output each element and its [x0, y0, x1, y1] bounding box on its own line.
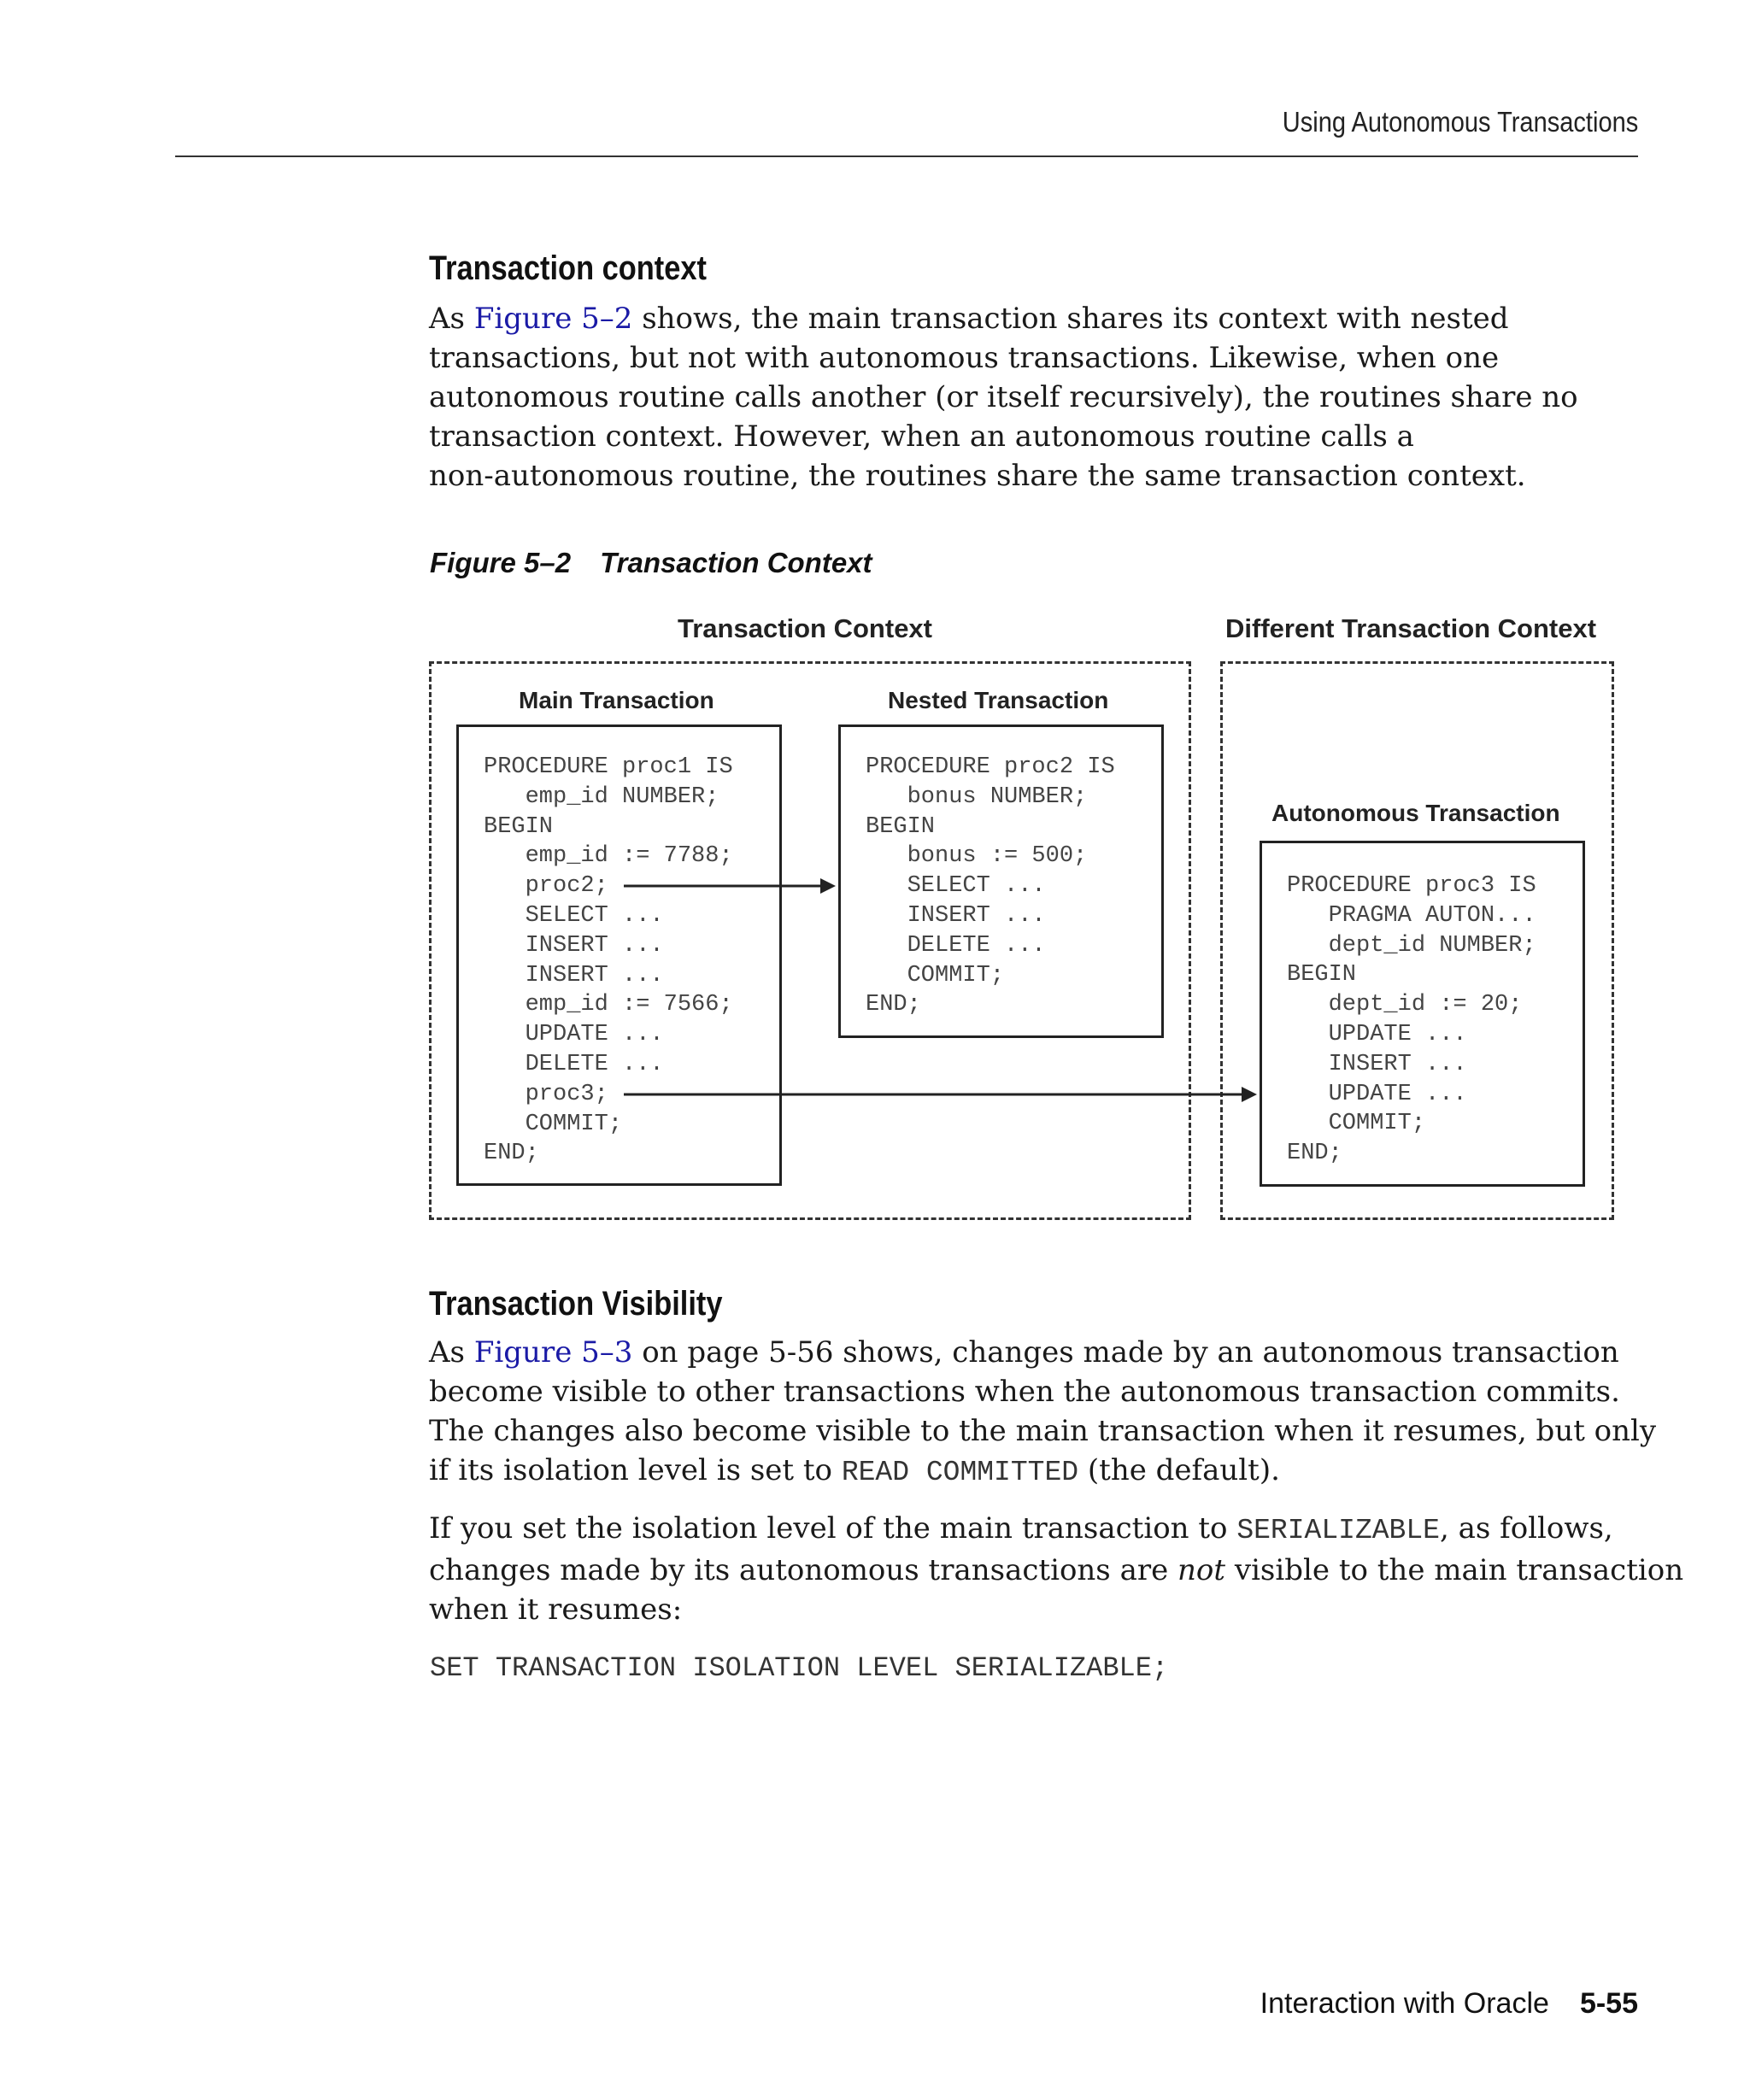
code-line: SELECT ... — [484, 902, 664, 929]
code-line: BEGIN — [484, 813, 554, 840]
page-footer — [1260, 1987, 1638, 2021]
code-line: END; — [1287, 1141, 1342, 1167]
code-line: END; — [866, 992, 921, 1018]
paragraph-line — [429, 1333, 1659, 1372]
code-line: emp_id NUMBER; — [484, 783, 719, 810]
arrow-proc3-to-autonomous — [624, 1087, 1257, 1102]
code-line: DELETE ... — [484, 1051, 664, 1077]
code-line: INSERT ... — [1287, 1051, 1467, 1077]
text-run: changes made by its autonomous transactions are — [429, 1553, 1178, 1587]
code-line: COMMIT; — [866, 962, 1005, 988]
code-line: INSERT ... — [484, 932, 664, 959]
paragraph-line: when it resumes: — [429, 1593, 683, 1627]
footer-section: Interaction with Oracle — [1260, 1987, 1549, 2020]
code-line: emp_id := 7566; — [484, 992, 733, 1018]
paragraph-visibility-2 — [429, 1509, 1684, 1629]
code-line: COMMIT; — [1287, 1111, 1426, 1137]
code-line: dept_id NUMBER; — [1287, 932, 1536, 959]
code-line: BEGIN — [866, 813, 936, 840]
code-line: bonus NUMBER; — [866, 783, 1088, 810]
code-line: PROCEDURE proc2 IS — [866, 754, 1115, 780]
arrow-proc2-to-nested — [624, 878, 836, 894]
paragraph-line: autonomous routine calls another (or itself recursively), the routines share no — [429, 380, 1578, 414]
code-line: PRAGMA AUTON... — [1287, 902, 1536, 929]
page-number: 5-55 — [1579, 1987, 1638, 2020]
code-line: END; — [484, 1141, 539, 1167]
text-run: visible to the main transaction — [1225, 1553, 1684, 1587]
running-header: Using Autonomous Transactions — [1282, 106, 1638, 138]
code-line: PROCEDURE proc3 IS — [1287, 873, 1536, 899]
code-line: DELETE ... — [866, 932, 1046, 959]
inline-code-read-committed: READ COMMITTED — [841, 1457, 1079, 1488]
section-heading-transaction-context: Transaction context — [429, 249, 707, 287]
figure-5-3-link[interactable]: Figure 5–3 — [473, 1335, 633, 1370]
figure-5-2-link[interactable]: Figure 5–2 — [473, 302, 633, 336]
code-line: proc3; — [484, 1081, 608, 1107]
paragraph-line: transaction context. However, when an autonomous routine calls a — [429, 419, 1414, 454]
text-run: As — [429, 1335, 474, 1370]
code-line: bonus := 500; — [866, 843, 1088, 870]
different-context-label: Different Transaction Context — [1225, 613, 1597, 643]
code-line: INSERT ... — [484, 962, 664, 988]
text-run: As — [429, 302, 474, 336]
autonomous-transaction-title: Autonomous Transaction — [1271, 800, 1560, 826]
transaction-context-label: Transaction Context — [678, 613, 932, 643]
paragraph-line: non-autonomous routine, the routines share the same transaction context. — [429, 459, 1526, 493]
paragraph-line: become visible to other transactions when the autonomous transaction commits. — [429, 1375, 1620, 1409]
code-line: UPDATE ... — [1287, 1021, 1467, 1047]
code-line: emp_id := 7788; — [484, 843, 733, 870]
paragraph-visibility-1 — [429, 1333, 1659, 1493]
figure-number: Figure 5–2 — [430, 547, 572, 578]
code-line: dept_id := 20; — [1287, 992, 1523, 1018]
text-run: shows, the main transaction shares its context with nested — [632, 302, 1509, 336]
nested-transaction-title: Nested Transaction — [888, 687, 1109, 713]
figure-title: Transaction Context — [600, 547, 872, 578]
paragraph-line — [429, 1509, 1659, 1551]
code-line: INSERT ... — [866, 902, 1046, 929]
code-line: UPDATE ... — [1287, 1081, 1467, 1107]
code-line: proc2; — [484, 873, 608, 900]
text-run: on page 5-56 shows, changes made by an autonomous transaction — [632, 1335, 1619, 1370]
text-run: if its isolation level is set to — [429, 1453, 842, 1487]
code-line: BEGIN — [1287, 962, 1357, 988]
code-example-set-transaction: SET TRANSACTION ISOLATION LEVEL SERIALIZABLE; — [430, 1652, 1169, 1684]
section-heading-transaction-visibility: Transaction Visibility — [429, 1285, 723, 1323]
text-run: If you set the isolation level of the main transaction to — [429, 1511, 1237, 1546]
inline-code-serializable: SERIALIZABLE — [1236, 1515, 1440, 1546]
paragraph-line — [429, 1451, 1659, 1493]
text-run: , as follows, — [1439, 1511, 1613, 1546]
code-line: UPDATE ... — [484, 1022, 664, 1048]
paragraph-line — [429, 1551, 1684, 1590]
paragraph-line: The changes also become visible to the main transaction when it resumes, but only — [429, 1414, 1657, 1448]
code-line: COMMIT; — [484, 1111, 623, 1137]
text-run: (the default). — [1078, 1453, 1280, 1487]
code-line: PROCEDURE proc1 IS — [484, 754, 733, 780]
code-line: SELECT ... — [866, 873, 1046, 900]
main-transaction-title: Main Transaction — [519, 687, 714, 713]
paragraph-line: transactions, but not with autonomous transactions. Likewise, when one — [429, 341, 1500, 375]
emphasis-not: not — [1177, 1553, 1226, 1587]
